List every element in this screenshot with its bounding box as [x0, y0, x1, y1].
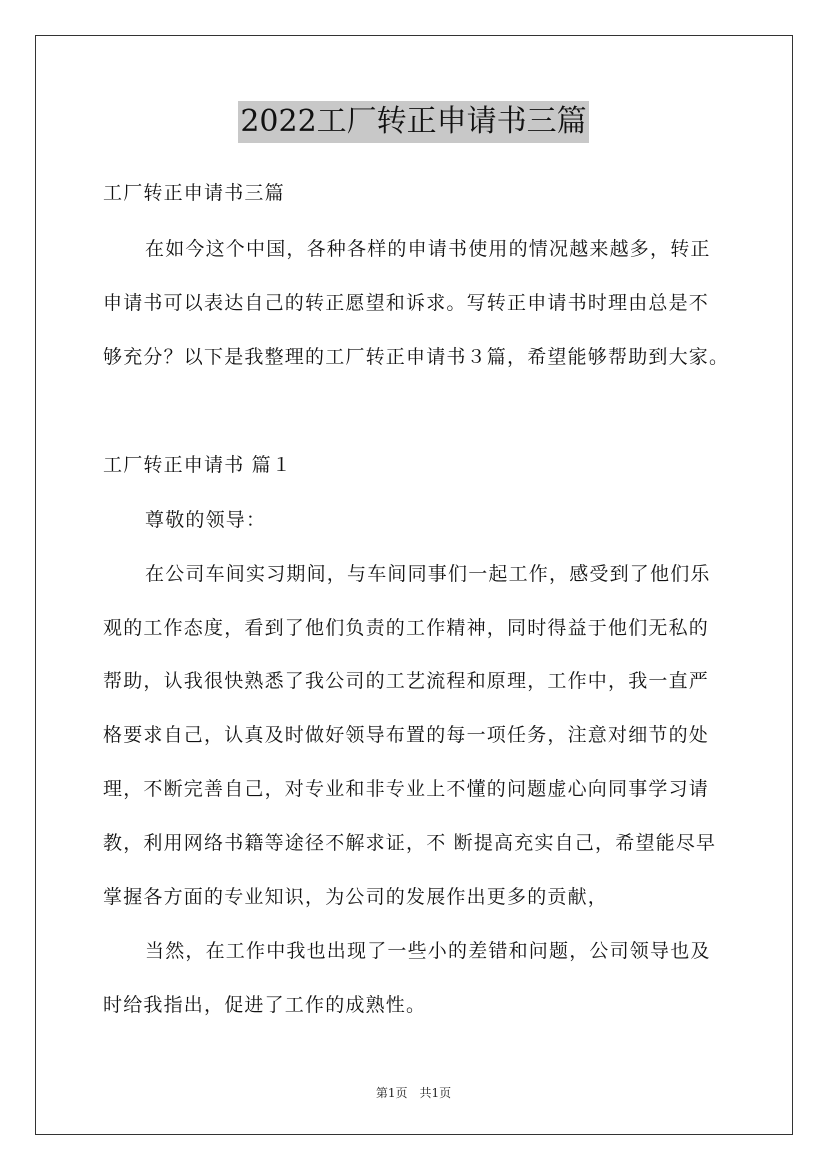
- section-heading: 工厂转正申请书 篇１: [103, 454, 293, 476]
- paragraph-line: 掌握各方面的专业知识，为公司的发展作出更多的贡献，: [103, 886, 609, 908]
- page-footer: 第1页 共1页: [375, 1086, 452, 1100]
- paragraph-line: 理，不断完善自己，对专业和非专业上不懂的问题虚心向同事学习请: [103, 778, 710, 800]
- intro-line: 申请书可以表达自己的转正愿望和诉求。写转正申请书时理由总是不: [103, 292, 710, 314]
- paragraph-line: 时给我指出，促进了工作的成熟性。: [103, 994, 427, 1016]
- paragraph-line: 观的工作态度，看到了他们负责的工作精神，同时得益于他们无私的: [103, 617, 710, 639]
- paragraph-line: 教，利用网络书籍等途径不解求证，不 断提高充实自己，希望能尽早: [103, 832, 717, 854]
- paragraph-line: 在公司车间实习期间，与车间同事们一起工作，感受到了他们乐: [145, 563, 711, 585]
- title-container: [0, 101, 827, 143]
- paragraph-line: 当然，在工作中我也出现了一些小的差错和问题，公司领导也及: [145, 940, 711, 962]
- salutation: 尊敬的领导：: [145, 509, 267, 531]
- intro-line: 够充分？以下是我整理的工厂转正申请书３篇，希望能够帮助到大家。: [103, 346, 730, 368]
- document-title: 2022工厂转正申请书三篇: [238, 101, 588, 143]
- document-subtitle: 工厂转正申请书三篇: [103, 182, 285, 204]
- intro-line: 在如今这个中国，各种各样的申请书使用的情况越来越多，转正: [145, 238, 711, 260]
- paragraph-line: 格要求自己，认真及时做好领导布置的每一项任务，注意对细节的处: [103, 724, 710, 746]
- paragraph-line: 帮助，认我很快熟悉了我公司的工艺流程和原理，工作中，我一直严: [103, 670, 710, 692]
